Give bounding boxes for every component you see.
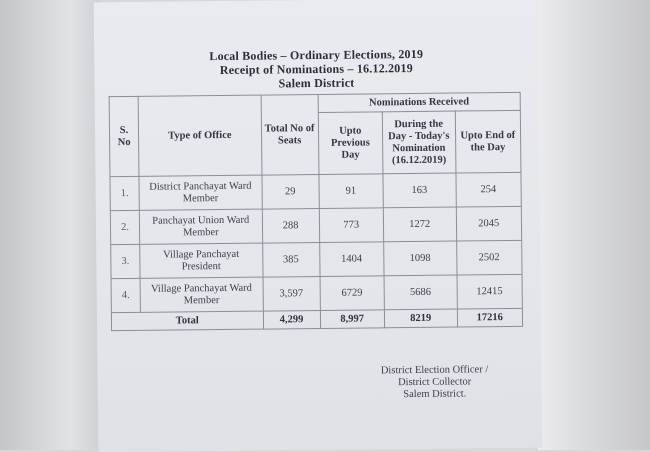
cell-prev: 1404	[319, 242, 384, 277]
cell-seats: 288	[262, 208, 319, 243]
header-total-seats: Total No of Seats	[261, 94, 319, 175]
cell-end: 2045	[456, 206, 522, 241]
cell-day: 1098	[384, 241, 457, 276]
background-left-panel	[0, 0, 100, 450]
total-prev: 8,997	[320, 310, 385, 329]
signature-block	[359, 364, 509, 402]
document-page	[94, 0, 543, 452]
cell-type: Village Panchayat Ward Member	[140, 277, 263, 312]
table-row	[110, 206, 521, 244]
cell-end: 12415	[457, 274, 523, 309]
cell-sno: 1.	[110, 176, 139, 210]
cell-seats: 385	[262, 242, 319, 277]
signature-line-officer: District Election Officer /	[380, 364, 489, 377]
total-day: 8219	[384, 309, 457, 328]
header-nominations-received: Nominations Received	[318, 92, 521, 112]
header-type-of-office: Type of Office	[138, 95, 261, 176]
cell-sno: 3.	[111, 244, 140, 278]
cell-day: 163	[383, 173, 456, 208]
header-upto-previous-day: Upto Previous Day	[318, 112, 383, 175]
document-district: Salem District	[278, 75, 355, 91]
header-during-the-day: During the Day - Today's Nomination (16.12.2019)	[382, 111, 455, 174]
total-seats: 4,299	[263, 310, 320, 329]
background-right-panel	[538, 0, 650, 450]
cell-sno: 2.	[110, 210, 139, 244]
table-row	[111, 274, 522, 312]
cell-sno: 4.	[111, 278, 140, 312]
cell-seats: 29	[261, 174, 318, 209]
total-label: Total	[111, 311, 263, 331]
cell-prev: 91	[319, 174, 384, 209]
cell-type: Village Panchayat President	[140, 243, 263, 278]
cell-type: District Panchayat Ward Member	[139, 175, 262, 210]
table-total-row	[111, 308, 522, 330]
cell-end: 2502	[456, 240, 522, 275]
total-end: 17216	[457, 308, 523, 327]
cell-day: 5686	[384, 275, 457, 310]
cell-type: Panchayat Union Ward Member	[139, 209, 262, 244]
nominations-table	[109, 92, 523, 331]
document-subtitle: Receipt of Nominations – 16.12.2019	[219, 60, 413, 78]
cell-seats: 3,597	[263, 276, 320, 311]
cell-day: 1272	[383, 207, 456, 242]
signature-line-district: Salem District.	[403, 388, 467, 401]
cell-prev: 6729	[320, 276, 385, 311]
table-row	[110, 172, 521, 210]
header-sno: S. No	[109, 96, 139, 176]
table-row	[111, 240, 522, 278]
header-upto-end-of-day: Upto End of the Day	[455, 110, 521, 173]
signature-line-collector: District Collector	[397, 376, 472, 389]
cell-prev: 773	[319, 208, 384, 243]
cell-end: 254	[456, 172, 522, 207]
document-title: Local Bodies – Ordinary Elections, 2019	[209, 46, 424, 64]
